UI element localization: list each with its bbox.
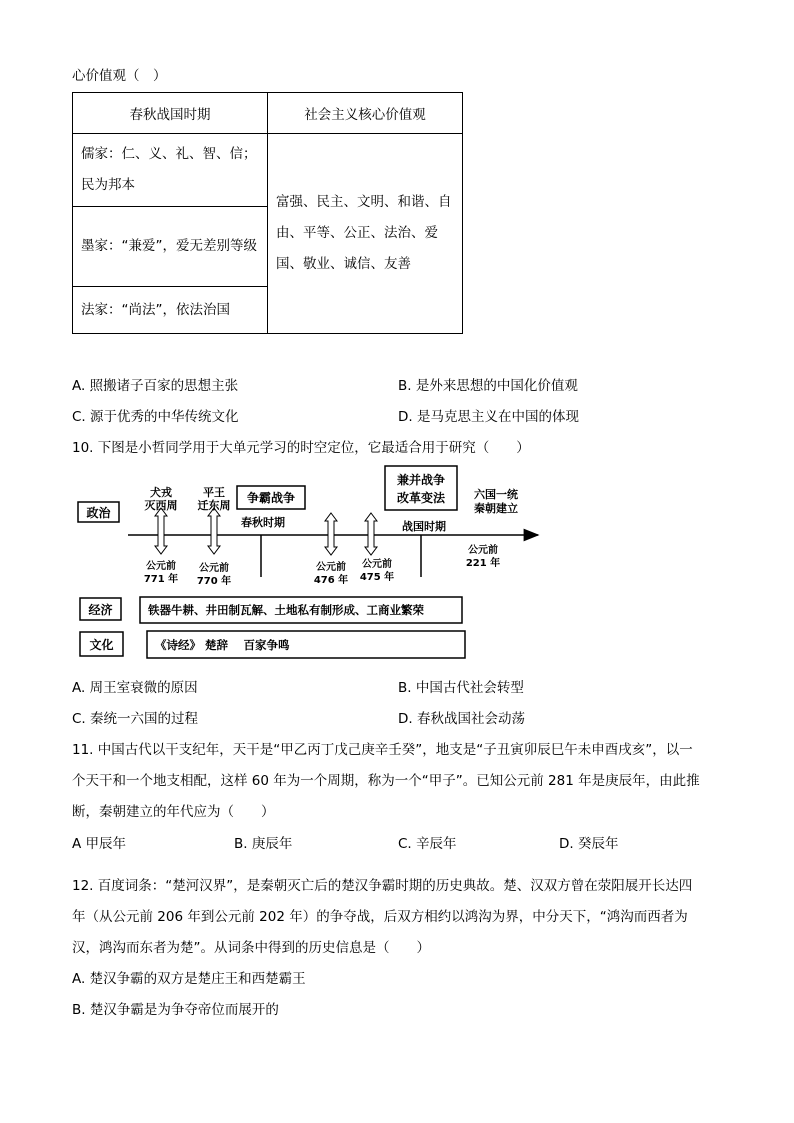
table-cell-core-values: 富强、民主、文明、和谐、自由、平等、公正、法治、爱国、敬业、诚信、友善 (276, 194, 452, 272)
table-cell-legalism: 法家：“尚法”，依法治国 (81, 301, 230, 318)
q11-stem-line3: 断，秦朝建立的年代应为（ ） (72, 804, 275, 820)
date-221-l2: 221 年 (465, 558, 501, 569)
date-475-l1: 公元前 (362, 559, 392, 570)
q10-option-d[interactable]: D. 春秋战国社会动荡 (398, 711, 525, 727)
culture-content: 《诗经》 楚辞 百家争鸣 (155, 638, 290, 652)
q11-option-b[interactable]: B. 庚辰年 (234, 836, 293, 852)
q11-stem-line2: 个天干和一个地支相配，这样 60 年为一个周期，称为一个“甲子”。已知公元前 281 年是庚辰年，由此推 (72, 773, 700, 789)
q9-lead: 心价值观（ ） (72, 68, 167, 84)
economy-content: 铁器牛耕、井田制瓦解、土地私有制形成、工商业繁荣 (148, 603, 424, 617)
event-pingwang-l1: 平王 (203, 486, 225, 499)
hegemony-war-label: 争霸战争 (246, 491, 296, 505)
q9-option-a[interactable]: A. 照搬诸子百家的思想主张 (72, 378, 239, 394)
double-arrow-icon (365, 513, 377, 555)
double-arrow-icon (325, 513, 337, 555)
date-771-l1: 公元前 (146, 561, 176, 572)
q9-option-b[interactable]: B. 是外来思想的中国化价值观 (398, 378, 578, 394)
politics-label: 政治 (86, 506, 111, 520)
event-pingwang-l2: 迁东周 (197, 499, 231, 512)
culture-label: 文化 (89, 638, 114, 652)
table-header: 春秋战国时期 (73, 93, 268, 134)
annexation-war-label: 兼并战争 (396, 473, 446, 487)
period-warring-states: 战国时期 (402, 520, 446, 533)
double-arrow-icon (155, 508, 167, 554)
q12-stem-line3: 汉，鸿沟而东者为楚”。从词条中得到的历史信息是（ ） (72, 940, 430, 956)
date-221-l1: 公元前 (468, 545, 498, 556)
q10-option-a[interactable]: A. 周王室衰微的原因 (72, 680, 198, 696)
q12-option-b[interactable]: B. 楚汉争霸是为争夺帝位而展开的 (72, 1002, 279, 1018)
q9-option-c[interactable]: C. 源于优秀的中华传统文化 (72, 409, 239, 425)
double-arrow-icon (208, 508, 220, 554)
date-476-l2: 476 年 (313, 575, 349, 586)
q12-stem-line2: 年（从公元前 206 年到公元前 202 年）的争夺战，后双方相约以鸿沟为界，中分天下，“鸿沟而西者为 (72, 909, 688, 925)
table-header: 社会主义核心价值观 (268, 93, 463, 134)
q9-option-d[interactable]: D. 是马克思主义在中国的体现 (398, 409, 579, 425)
table-cell-mohism: 墨家：“兼爱”，爱无差别等级 (81, 238, 257, 254)
economy-label: 经济 (88, 603, 113, 617)
period-spring-autumn: 春秋时期 (241, 516, 285, 529)
date-476-l1: 公元前 (316, 562, 346, 573)
q10-option-c[interactable]: C. 秦统一六国的过程 (72, 711, 199, 727)
q12-stem-line1: 12. 百度词条：“楚河汉界”，是秦朝灭亡后的楚汉争霸时期的历史典故。楚、汉双方曾在荥阳展开长达四 (72, 878, 693, 894)
q11-stem-line1: 11. 中国古代以干支纪年，天干是“甲乙丙丁戊己庚辛壬癸”，地支是“子丑寅卯辰巳午未申酉戌亥”，以一 (72, 742, 693, 758)
date-770-l1: 公元前 (199, 563, 229, 574)
event-xirong-l1: 犬戎 (150, 486, 172, 499)
date-475-l2: 475 年 (359, 572, 395, 583)
event-unification-l2: 秦朝建立 (474, 502, 518, 515)
reform-label: 改革变法 (396, 491, 446, 505)
q11-option-d[interactable]: D. 癸辰年 (559, 836, 619, 852)
q10-stem: 10. 下图是小哲同学用于大单元学习的时空定位，它最适合用于研究（ ） (72, 440, 530, 456)
event-xirong-l2: 灭西周 (144, 499, 178, 512)
event-unification-l1: 六国一统 (474, 488, 518, 501)
q11-option-a[interactable]: A 甲辰年 (72, 836, 127, 852)
q10-option-b[interactable]: B. 中国古代社会转型 (398, 680, 524, 696)
table-cell-confucianism: 儒家：仁、义、礼、智、信；民为邦本 (81, 146, 257, 193)
date-771-l2: 771 年 (143, 574, 179, 585)
date-770-l2: 770 年 (196, 576, 232, 587)
q11-option-c[interactable]: C. 辛辰年 (398, 836, 457, 852)
q12-option-a[interactable]: A. 楚汉争霸的双方是楚庄王和西楚霸王 (72, 971, 306, 987)
